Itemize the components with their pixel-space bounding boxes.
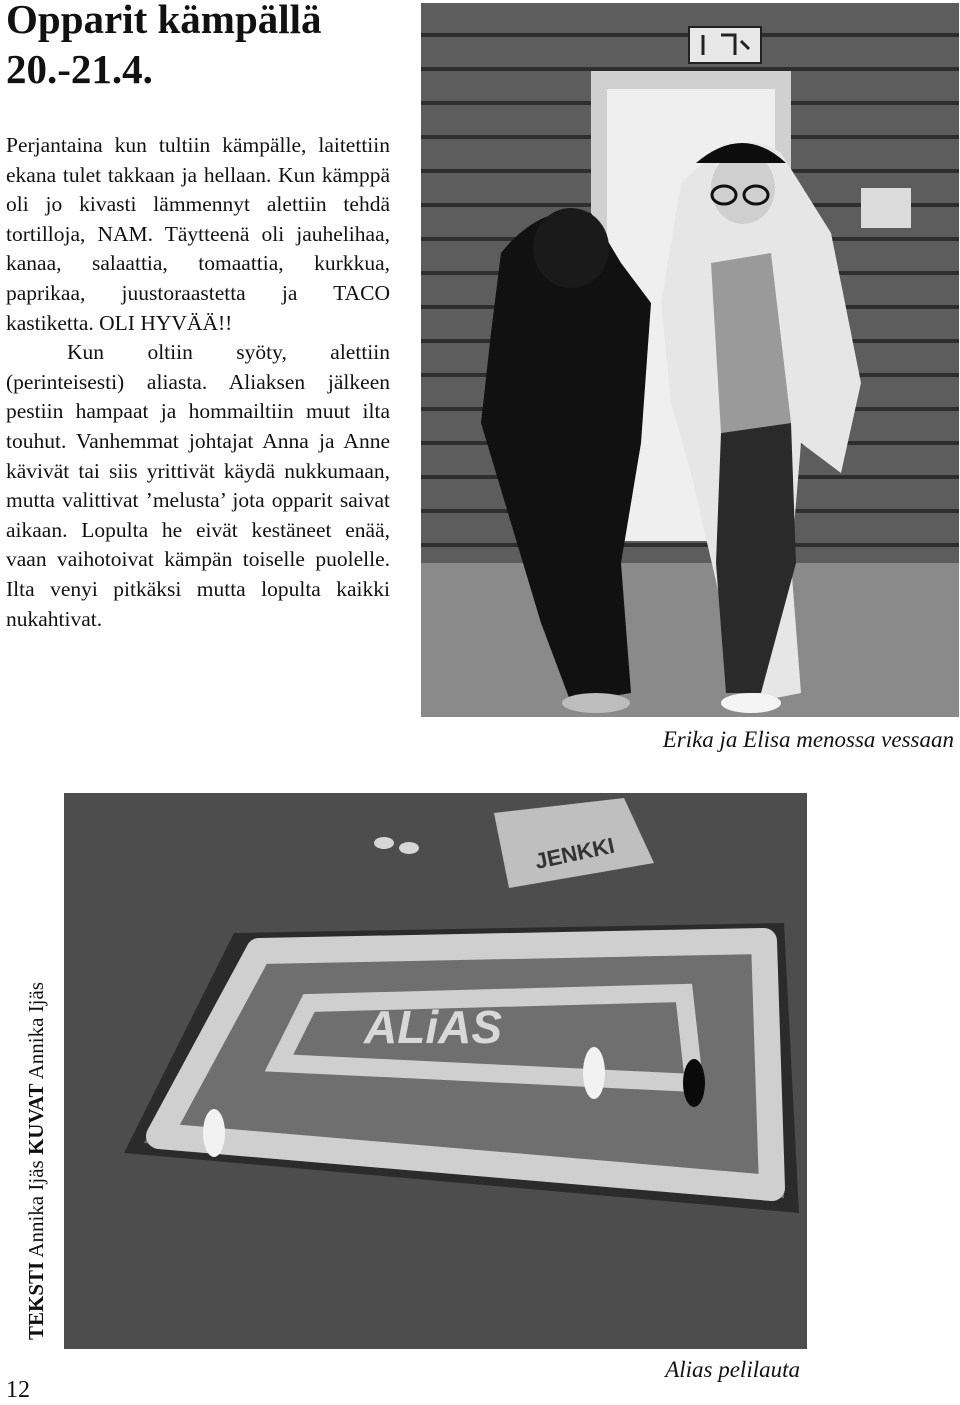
photo1-caption: Erika ja Elisa menossa vessaan xyxy=(662,727,954,752)
credit-photo-label: KUVAT xyxy=(24,1083,48,1156)
credit-text-label: TEKSTI xyxy=(24,1261,48,1340)
box-label: JENKKI xyxy=(532,832,617,874)
photo-girls-cabin xyxy=(421,3,959,717)
page-number: 12 xyxy=(6,1377,30,1403)
paragraph-2: Kun oltiin syöty, alettiin (perinteisesti) aliasta. Aliaksen jälkeen pestiin hampaat ja hommailtiin muut ilta touhut. Vanhemmat johtajat Anna ja Anne kävivät tai siis yrittivät käydä nukkumaan, mutta valittivat ’melusta’ jota opparit saivat aikaan. Lopulta he eivät kestäneet enää, vaan vaihotoivat kämpän toiselle puolelle. Ilta venyi pitkäksi mutta lopulta kaikki nukahtivat. xyxy=(6,340,390,631)
title-line-2: 20.-21.4. xyxy=(6,46,153,92)
credits xyxy=(23,982,49,1340)
article-body xyxy=(6,131,390,634)
paragraph-1: Perjantaina kun tultiin kämpälle, laitettiin ekana tulet takkaan ja hellaan. Kun kämppä oli jo kivasti lämmennyt alettiin tehdä tortilloja, NAM. Täytteenä oli jauhelihaa, kanaa, salaattia, tomaattia, kurkkua, paprikaa, juustoraastetta ja TACO kastiketta. OLI HYVÄÄ!! xyxy=(6,133,390,335)
credit-photo-author: Annika Ijäs xyxy=(24,981,48,1084)
photo2-caption: Alias pelilauta xyxy=(665,1357,800,1382)
title-line-1: Opparit kämpällä xyxy=(6,0,322,42)
article-title xyxy=(6,0,416,94)
credit-text-author: Annika Ijäs xyxy=(24,1155,48,1262)
photo-alias-board xyxy=(64,793,807,1349)
board-logo: ALiAS xyxy=(364,1001,502,1053)
